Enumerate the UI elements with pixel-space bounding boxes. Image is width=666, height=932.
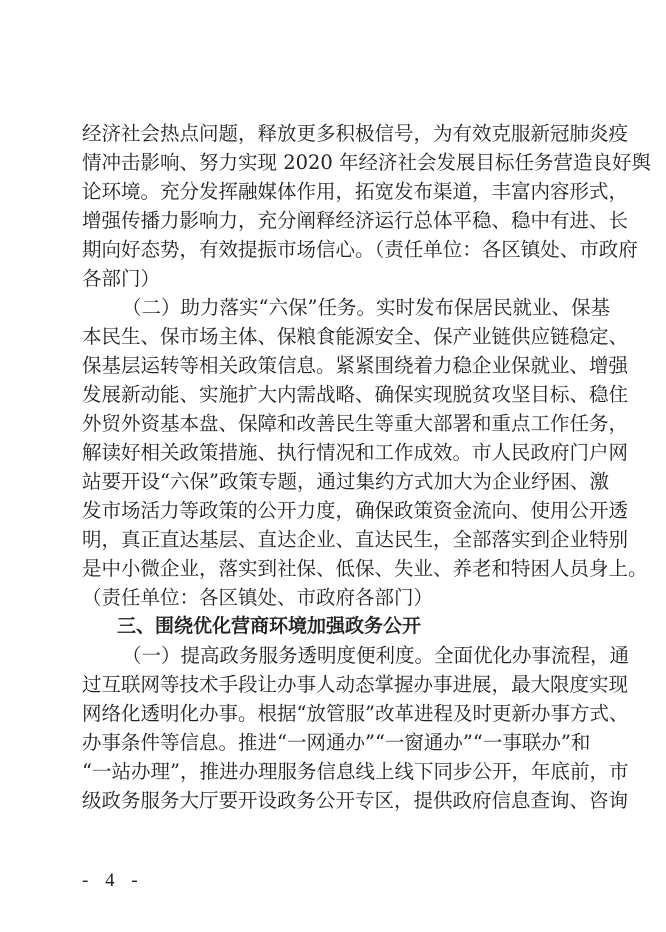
- text-line: 网络化透明化办事。根据“放管服”改革进程及时更新办事方式、: [82, 702, 629, 725]
- text-line: 办事条件等信息。推进“一网通办”“一窗通办”“一事联办”和: [82, 731, 591, 754]
- text-line: 外贸外资基本盘、保障和改善民生等重大部署和重点工作任务，: [82, 412, 629, 435]
- text-line: （一）提高政务服务透明度便利度。全面优化办事流程，通: [122, 644, 630, 667]
- text-line: 发展新动能、实施扩大内需战略、确保实现脱贫攻坚目标、稳住: [82, 383, 629, 406]
- text-line: 情冲击影响、努力实现 2020 年经济社会发展目标任务营造良好舆: [82, 151, 652, 174]
- paragraph-continuation: [82, 119, 652, 293]
- text-line: 期向好态势，有效提振市场信心。（责任单位：各区镇处、市政府: [82, 238, 638, 261]
- text-line: 保基层运转等相关政策信息。紧紧围绕着力稳企业保就业、增强: [82, 354, 629, 377]
- paragraph-six-guarantees: [82, 293, 648, 612]
- paragraph-service-transparency: [82, 641, 630, 815]
- page-number: - 4 -: [82, 870, 144, 891]
- text-line: 级政务服务大厅要开设政务公开专区，提供政府信息查询、咨询: [82, 789, 629, 812]
- text-line: 解读好相关政策措施、执行情况和工作成效。市人民政府门户网: [82, 441, 629, 464]
- text-line: 各部门）: [82, 267, 161, 290]
- text-line: 经济社会热点问题，释放更多积极信号，为有效克服新冠肺炎疫: [82, 122, 629, 145]
- text-line: 发市场活力等政策的公开力度，确保政策资金流向、使用公开透: [82, 499, 629, 522]
- text-line: 增强传播力影响力，充分阐释经济运行总体平稳、稳中有进、长: [82, 209, 629, 232]
- text-line: 本民生、保市场主体、保粮食能源安全、保产业链供应链稳定、: [82, 325, 629, 348]
- document-body: [82, 119, 652, 815]
- text-line: 站要开设“六保”政策专题，通过集约方式加大为企业纾困、激: [82, 470, 609, 493]
- text-line: 是中小微企业，落实到社保、低保、失业、养老和特困人员身上。: [82, 557, 648, 580]
- text-line: 过互联网等技术手段让办事人动态掌握办事进展，最大限度实现: [82, 673, 629, 696]
- section-heading: 三、围绕优化营商环境加强政务公开: [117, 615, 422, 637]
- text-line: （二）助力落实“六保”任务。实时发布保居民就业、保基: [122, 296, 610, 319]
- text-line: 明，真正直达基层、直达企业、直达民生，全部落实到企业特别: [82, 528, 629, 551]
- text-line: 论环境。充分发挥融媒体作用，拓宽发布渠道，丰富内容形式，: [82, 180, 629, 203]
- text-line: “一站办理”，推进办理服务信息线上线下同步公开，年底前，市: [82, 760, 629, 783]
- text-line: （责任单位：各区镇处、市政府各部门）: [82, 586, 434, 609]
